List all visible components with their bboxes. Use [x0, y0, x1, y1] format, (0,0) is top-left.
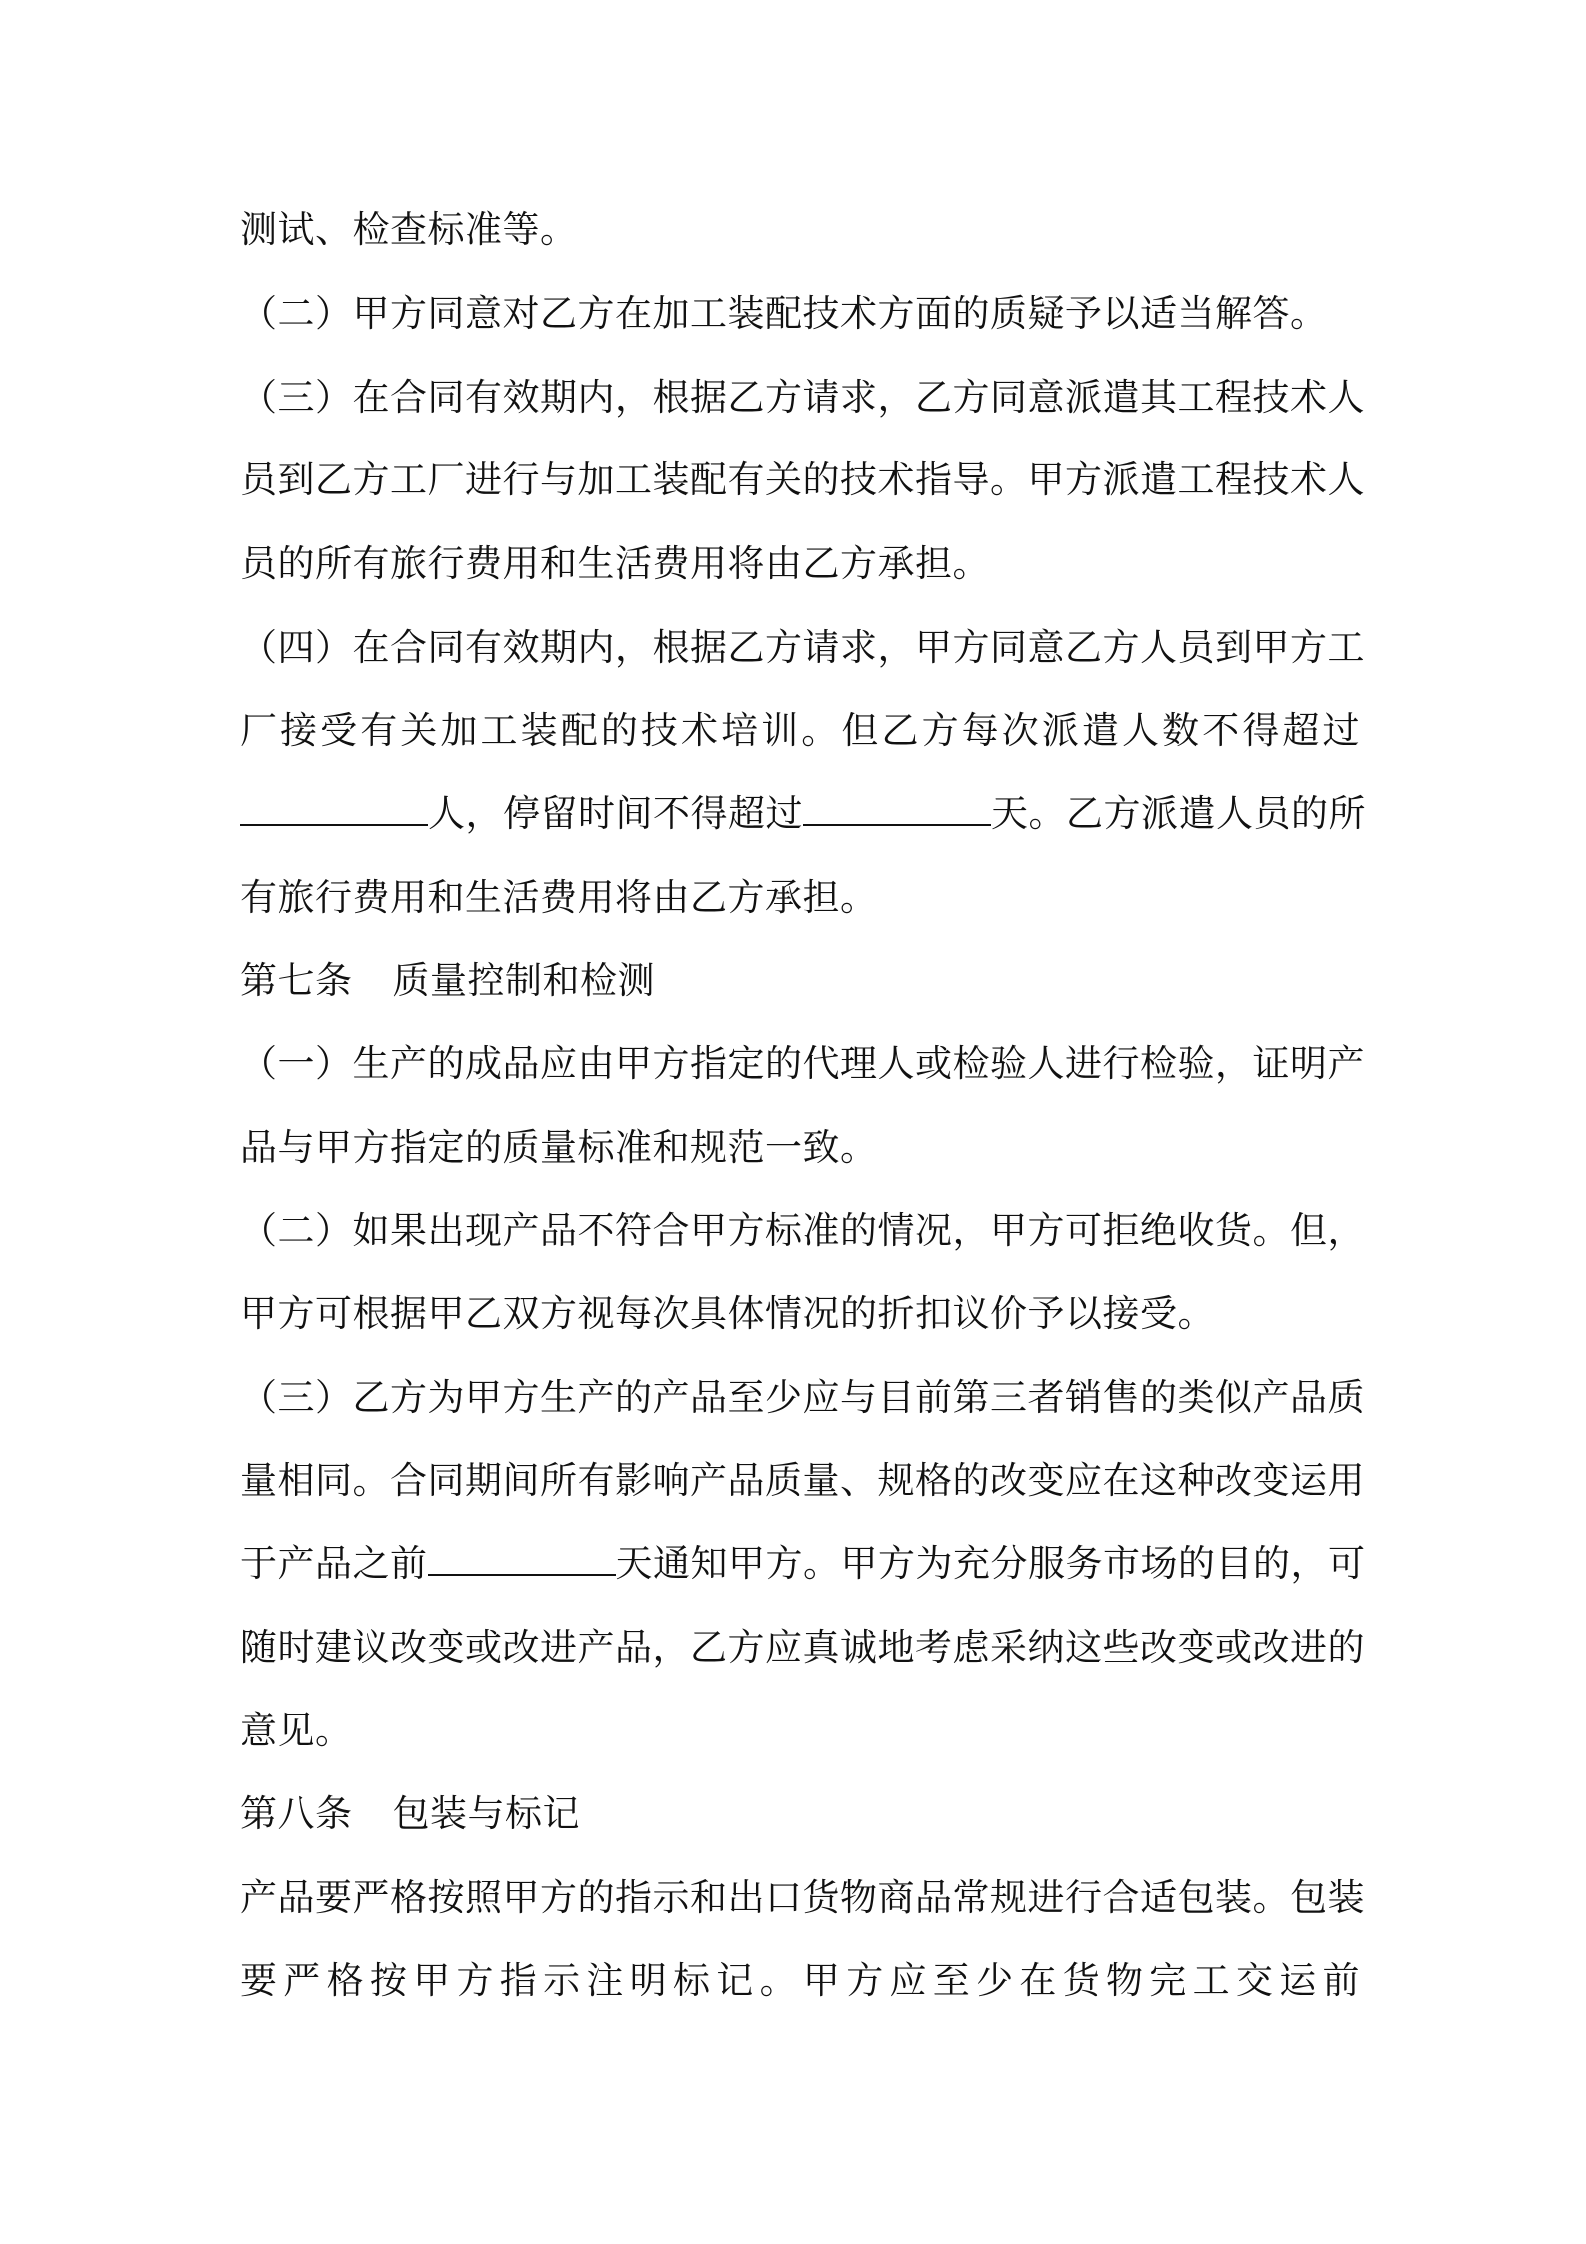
article7-item1-line1: （一）生产的成品应由甲方指定的代理人或检验人进行检验，证明产 — [240, 1042, 1365, 1085]
item4-line3-text1: 人，停留时间不得超过 — [428, 792, 803, 835]
continuation-line: 测试、检查标准等。 — [240, 208, 578, 251]
article7-item3-line5: 意见。 — [240, 1709, 353, 1752]
article7-item3-line1: （三）乙方为甲方生产的产品至少应与目前第三者销售的类似产品质 — [240, 1376, 1365, 1419]
article7-number: 第七条 — [240, 959, 353, 1002]
article7-heading — [240, 957, 1360, 1005]
fill-in-blank-people — [240, 794, 428, 826]
item3-line3-text1: 于产品之前 — [240, 1542, 428, 1585]
article7-item2-line2: 甲方可根据甲乙双方视每次具体情况的折扣议价予以接受。 — [240, 1292, 1215, 1335]
article6-item4-line3 — [240, 790, 1366, 838]
article7-title: 质量控制和检测 — [392, 959, 655, 1002]
article8-title: 包装与标记 — [392, 1792, 580, 1835]
article6-item3-line2: 员到乙方工厂进行与加工装配有关的技术指导。甲方派遣工程技术人 — [240, 458, 1365, 501]
item4-line3-text2: 天。乙方派遣人员的所 — [991, 792, 1366, 835]
fill-in-blank-days — [803, 794, 991, 826]
article8-heading — [240, 1790, 1360, 1838]
fill-in-blank-notice-days — [428, 1544, 616, 1576]
article8-line2: 要严格按甲方指示注明标记。甲方应至少在货物完工交运前 — [240, 1959, 1360, 2002]
article8-number: 第八条 — [240, 1792, 353, 1835]
item3-line3-text2: 天通知甲方。甲方为充分服务市场的目的，可 — [615, 1542, 1366, 1585]
article7-item3-line2: 量相同。合同期间所有影响产品质量、规格的改变应在这种改变运用 — [240, 1459, 1365, 1502]
article6-item3-line1: （三）在合同有效期内，根据乙方请求，乙方同意派遣其工程技术人 — [240, 376, 1365, 419]
article7-item3-line4: 随时建议改变或改进产品，乙方应真诚地考虑采纳这些改变或改进的 — [240, 1626, 1365, 1669]
article6-item4-line1: （四）在合同有效期内，根据乙方请求，甲方同意乙方人员到甲方工 — [240, 626, 1365, 669]
article7-item3-line3 — [240, 1540, 1366, 1588]
article7-item2-line1: （二）如果出现产品不符合甲方标准的情况，甲方可拒绝收货。但， — [240, 1209, 1365, 1252]
article6-item2: （二）甲方同意对乙方在加工装配技术方面的质疑予以适当解答。 — [240, 292, 1328, 335]
article7-item1-line2: 品与甲方指定的质量标准和规范一致。 — [240, 1126, 878, 1169]
article6-item3-line3: 员的所有旅行费用和生活费用将由乙方承担。 — [240, 542, 990, 585]
article6-item4-line4: 有旅行费用和生活费用将由乙方承担。 — [240, 876, 878, 919]
article8-line1: 产品要严格按照甲方的指示和出口货物商品常规进行合适包装。包装 — [240, 1876, 1365, 1919]
article6-item4-line2: 厂接受有关加工装配的技术培训。但乙方每次派遣人数不得超过 — [240, 709, 1360, 752]
